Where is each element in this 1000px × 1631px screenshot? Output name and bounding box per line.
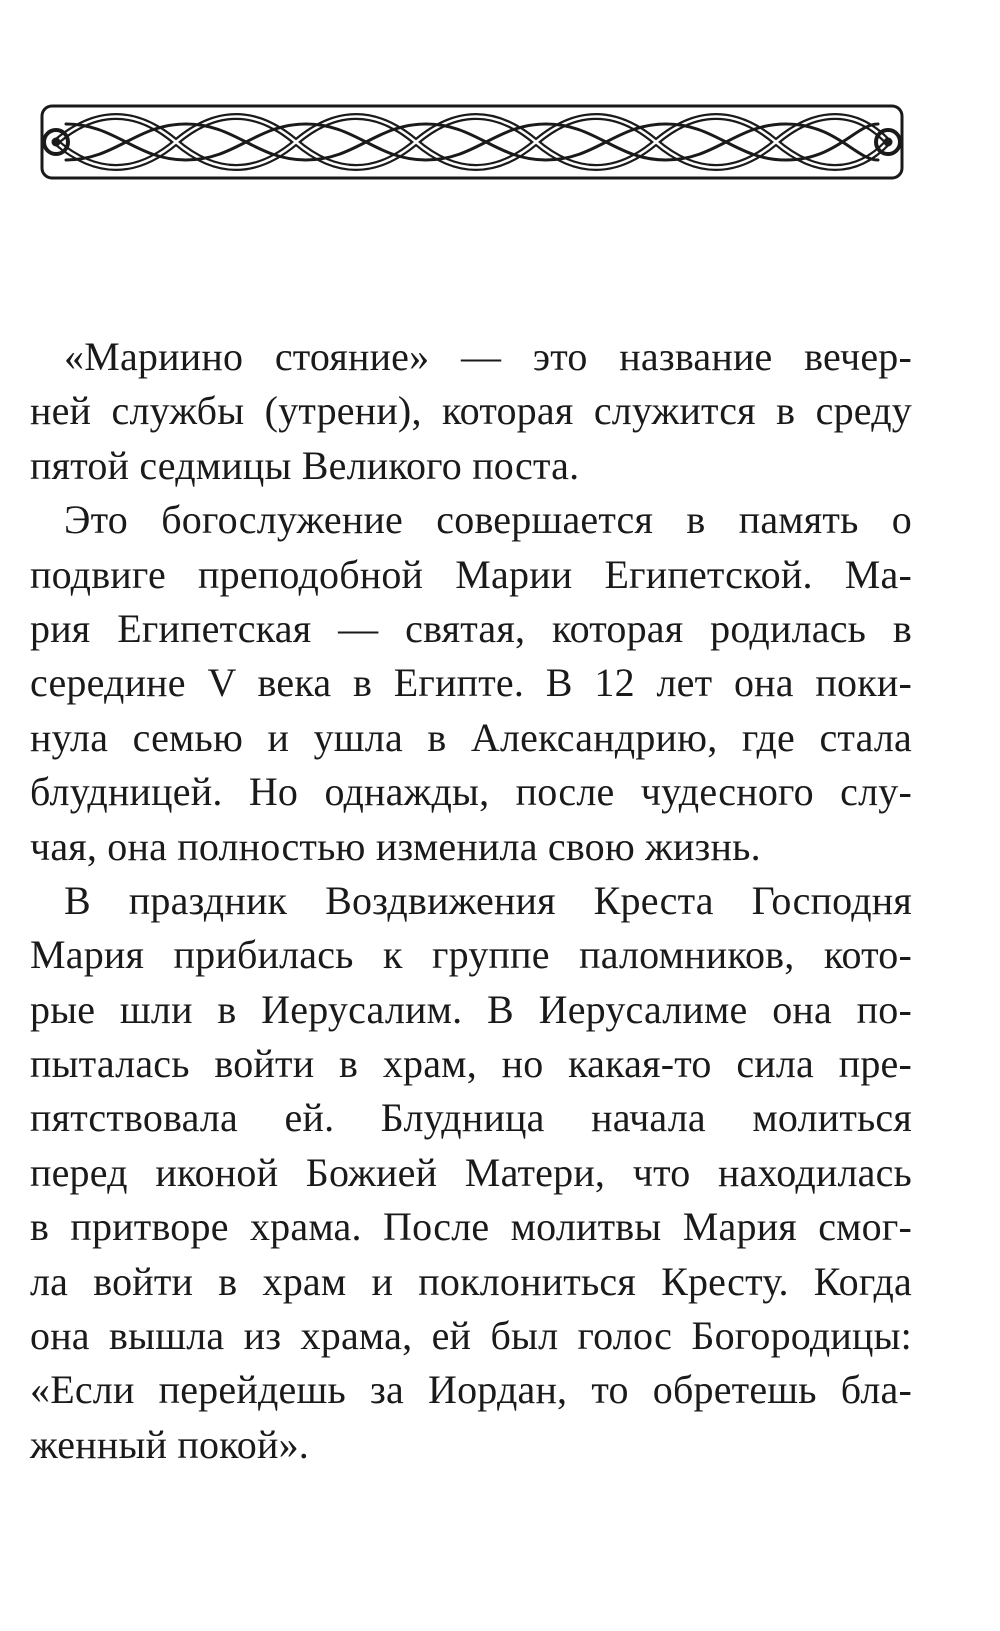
text-line: ней службы (утрени), которая служится в среду [30, 388, 912, 434]
text-line: она вышла из храма, ей был голос Богородицы: [30, 1313, 912, 1359]
text-line: рия Египетская — святая, которая родилась в [30, 605, 912, 651]
text-line: рые шли в Иерусалим. В Иерусалиме она по- [30, 986, 912, 1032]
text-line: подвиге преподобной Марии Египетской. Ма- [30, 551, 912, 597]
text-line: пятствовала ей. Блудница начала молиться [30, 1095, 912, 1141]
text-line: ла войти в храм и поклониться Кресту. Когда [30, 1258, 912, 1304]
text-line: «Мариино стояние» — это название вечер- [64, 334, 912, 379]
article-body [30, 330, 912, 1472]
paragraph [30, 493, 912, 874]
paragraph [30, 330, 912, 493]
text-line: «Если перейдешь за Иордан, то обретешь бла- [30, 1367, 912, 1413]
text-line: перед иконой Божией Матери, что находилась [30, 1149, 912, 1195]
text-line: в притворе храма. После молитвы Мария смог- [30, 1204, 912, 1250]
text-line: пыталась войти в храм, но какая-то сила пре- [30, 1041, 912, 1087]
braided-knot-border-icon [36, 100, 908, 184]
text-line: нула семью и ушла в Александрию, где стала [30, 714, 912, 760]
text-line: Мария прибилась к группе паломников, кото- [30, 932, 912, 978]
text-line: Это богослужение совершается в память о [64, 497, 912, 543]
text-line: блудницей. Но однажды, после чудесного слу- [30, 769, 912, 815]
text-line: пятой седмицы Великого поста. [30, 442, 580, 488]
text-line: женный покой». [30, 1421, 309, 1467]
paragraph [30, 874, 912, 1472]
text-line: чая, она полностью изменила свою жизнь. [30, 823, 761, 869]
text-line: В праздник Воздвижения Креста Господня [64, 877, 912, 923]
text-line: середине V века в Египте. В 12 лет она поки- [30, 660, 912, 706]
